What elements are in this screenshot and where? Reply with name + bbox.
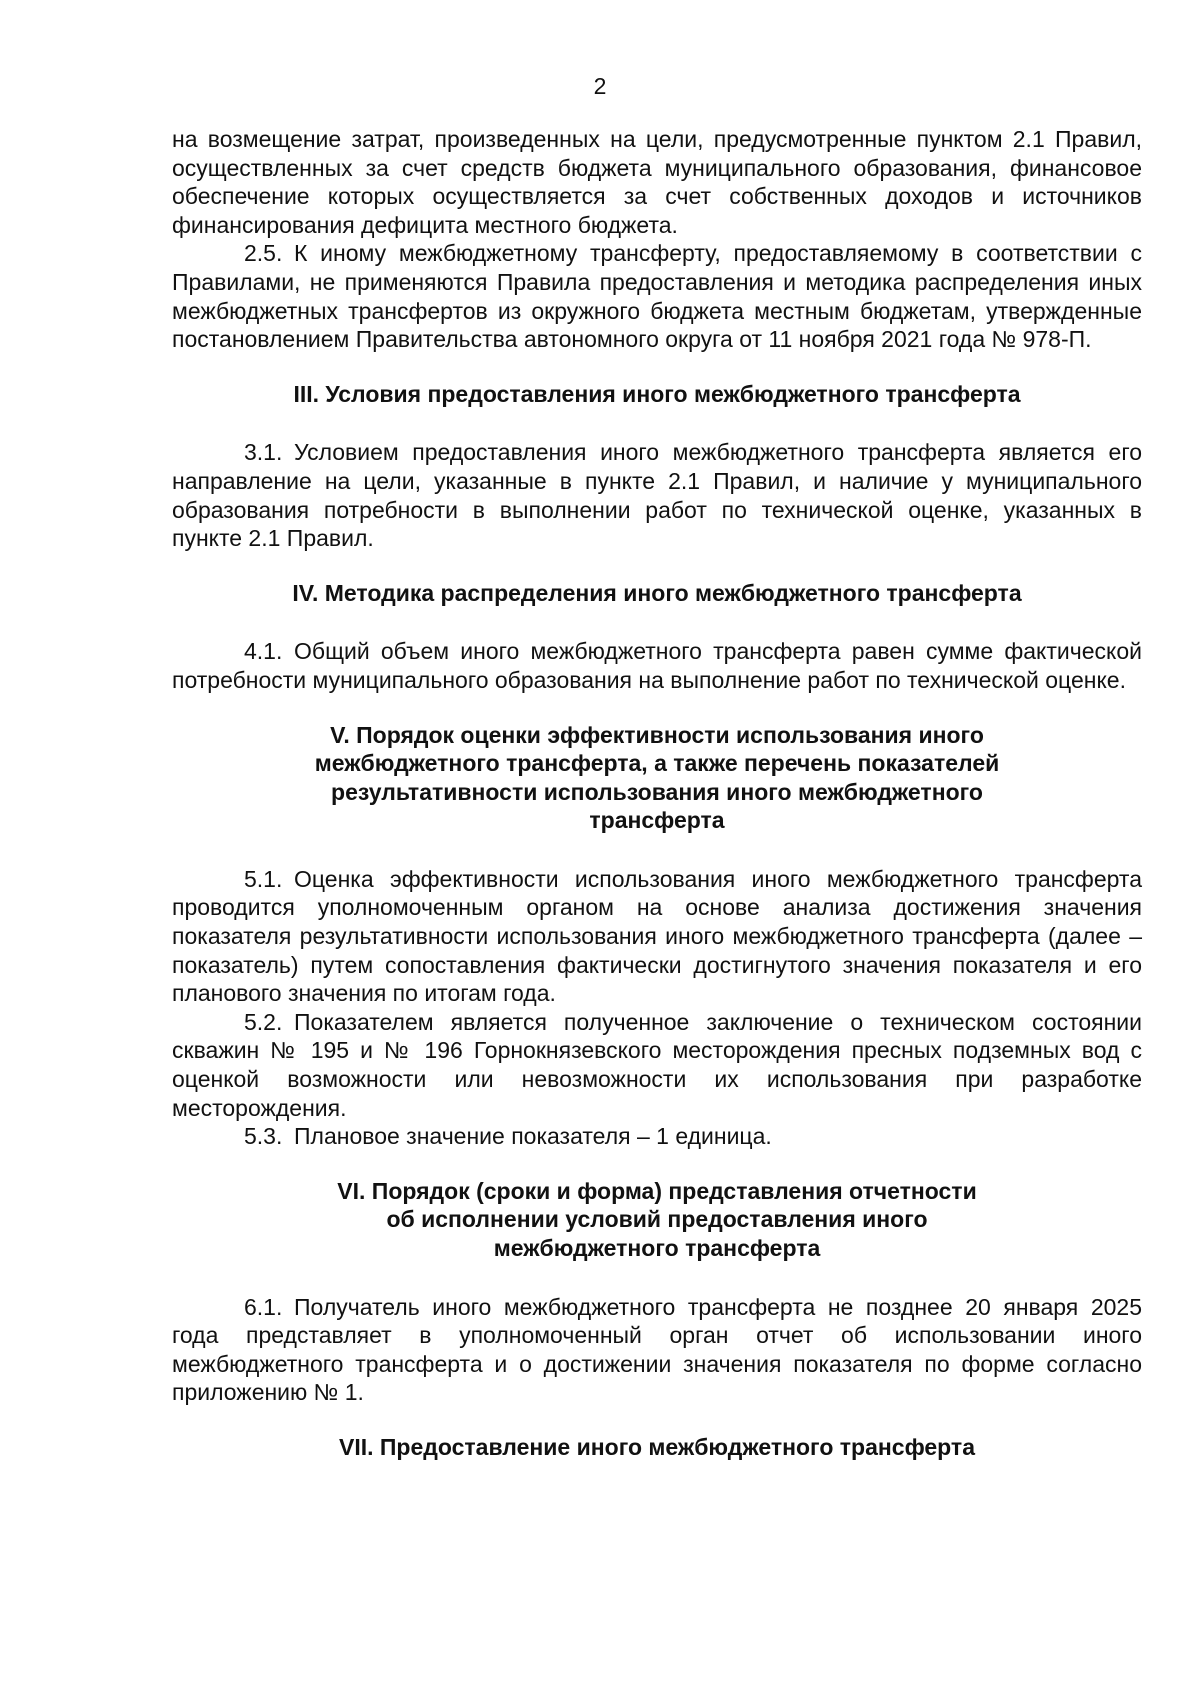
paragraph-text: Оценка эффективности использования иного межбюджетного трансферта проводится уполномоченным органом на основе анализа достижения значения показателя результативности использования иного межбюджетного трансферта (далее – показатель) путем сопоставления фактически достигнутого значения показателя и его планового значения по итогам года.	[172, 865, 1142, 1007]
paragraph-text: К иному межбюджетному трансферту, предоставляемому в соответствии с Правилами, не применяются Правила предоставления и методика распределения иных межбюджетных трансфертов из окружного бюджета местным бюджетам, утвержденные постановлением Правительства автономного округа от 11 ноября 2021 года № 978-П.	[172, 240, 1142, 353]
paragraph-3-1	[172, 438, 1142, 552]
document-body	[172, 125, 1142, 1462]
paragraph-continuation: на возмещение затрат, произведенных на цели, предусмотренные пунктом 2.1 Правил, осуществленных за счет средств бюджета муниципального образования, финансовое обеспечение которых осуществляется за счет собственных доходов и источников финансирования дефицита местного бюджета.	[172, 126, 1142, 238]
heading-line: результативности использования иного межбюджетного	[331, 778, 983, 805]
paragraph-text: Плановое значение показателя – 1 единица.	[294, 1123, 772, 1150]
paragraph-text: Получатель иного межбюджетного трансферта не позднее 20 января 2025 года представляет в уполномоченный орган отчет об использовании иного межбюджетного трансферта и о достижении значения показателя по форме согласно приложению № 1.	[172, 1293, 1142, 1406]
heading-line: об исполнении условий предоставления иного	[386, 1206, 928, 1233]
paragraph-text: Общий объем иного межбюджетного трансферта равен сумме фактической потребности муниципального образования на выполнение работ по технической оценке.	[172, 638, 1142, 693]
section-6-heading	[172, 1177, 1142, 1263]
section-7-heading: VII. Предоставление иного межбюджетного трансферта	[339, 1433, 975, 1460]
paragraph-2-5	[172, 239, 1142, 353]
paragraph-5-3	[172, 1122, 1142, 1151]
paragraph-number: 4.1.	[244, 638, 283, 665]
section-3-heading: III. Условия предоставления иного межбюджетного трансферта	[293, 380, 1021, 407]
heading-line: V. Порядок оценки эффективности использования иного	[330, 721, 984, 748]
page-number: 2	[593, 73, 607, 99]
paragraph-5-1	[172, 865, 1142, 1008]
heading-line: трансферта	[589, 807, 725, 834]
paragraph-number: 5.3.	[244, 1123, 283, 1150]
heading-line: VI. Порядок (сроки и форма) представления отчетности	[337, 1177, 977, 1204]
section-4-heading: IV. Методика распределения иного межбюджетного трансферта	[292, 579, 1022, 606]
paragraph-5-2	[172, 1008, 1142, 1122]
paragraph-number: 6.1.	[244, 1293, 283, 1320]
paragraph-number: 5.1.	[244, 865, 283, 892]
paragraph-text: Условием предоставления иного межбюджетного трансферта является его направление на цели, указанные в пункте 2.1 Правил, и наличие у муниципального образования потребности в выполнении работ по технической оценке, указанных в пункте 2.1 Правил.	[172, 439, 1142, 552]
paragraph-number: 5.2.	[244, 1008, 283, 1035]
paragraph-number: 3.1.	[244, 439, 283, 466]
heading-line: межбюджетного трансферта, а также перечень показателей	[314, 750, 1000, 777]
paragraph-4-1	[172, 637, 1142, 694]
section-5-heading	[172, 721, 1142, 835]
paragraph-number: 2.5.	[244, 240, 283, 267]
heading-line: межбюджетного трансферта	[493, 1235, 821, 1261]
paragraph-6-1	[172, 1293, 1142, 1407]
paragraph-text: Показателем является полученное заключение о техническом состоянии скважин № 195 и № 196 Горнокнязевского месторождения пресных подземных вод с оценкой возможности или невозможности их использования при разработке месторождения.	[172, 1008, 1142, 1121]
